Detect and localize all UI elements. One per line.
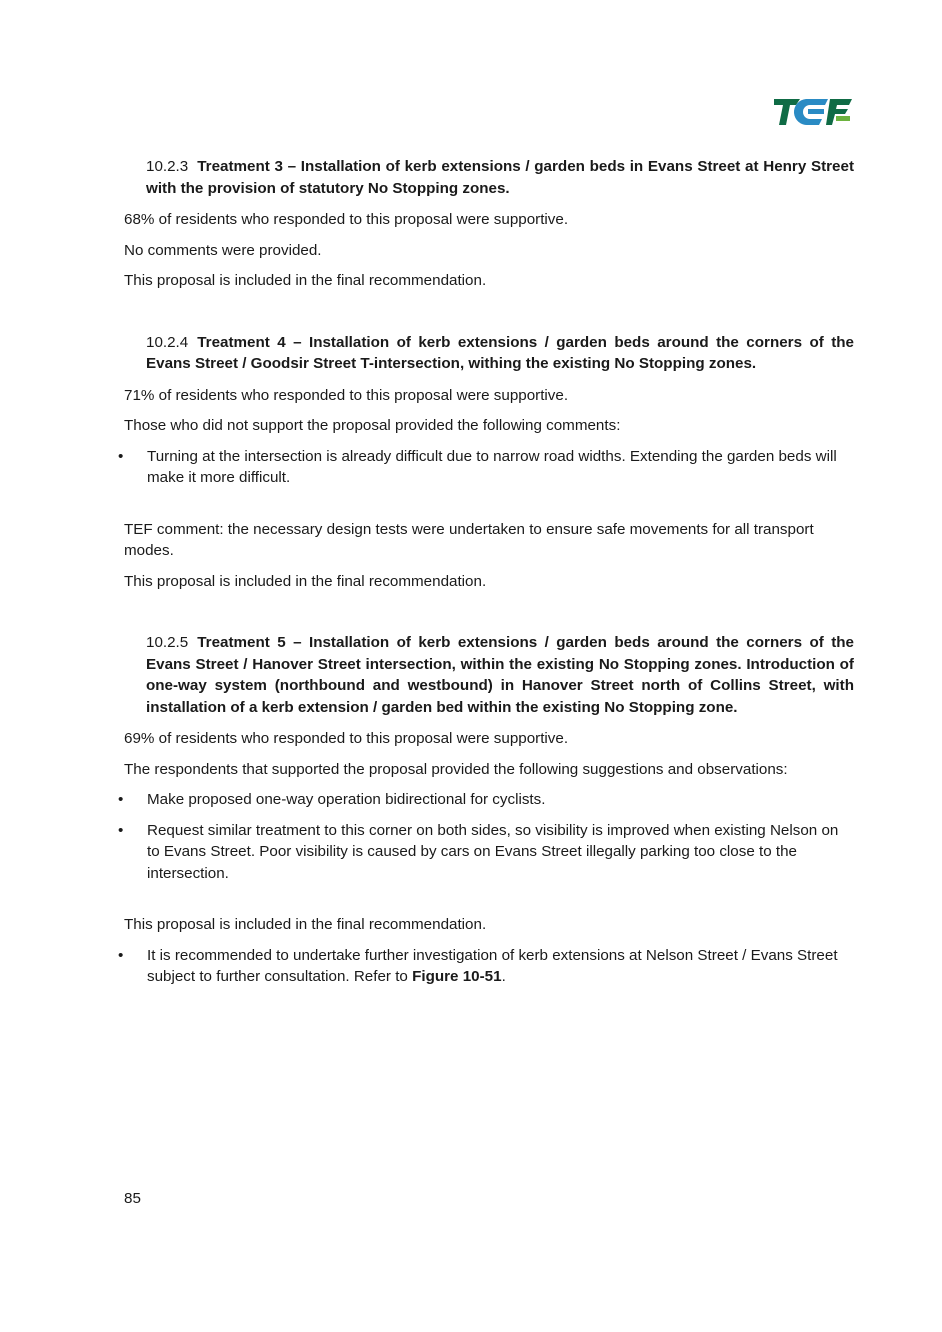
- section-title: Treatment 5 – Installation of kerb extensions / garden beds around the corners of the Evans Street / Hanover Street intersection, within the existing No Stopping zones. Introduction of one-way system (northbound and westbound) in Hanover Street north of Collins Street, with installation of a kerb extension / garden bed within the existing No Stopping zone.: [146, 634, 854, 716]
- list-item: • Turning at the intersection is already difficult due to narrow road widths. Extending the garden beds will make it more difficult.: [118, 447, 837, 486]
- paragraph: 68% of residents who responded to this proposal were supportive.: [124, 211, 569, 228]
- section-heading-10-2-3: [146, 156, 854, 199]
- section-title: Treatment 4 – Installation of kerb extensions / garden beds around the corners of the Evans Street / Goodsir Street T-intersection, withing the existing No Stopping zones.: [146, 333, 854, 372]
- paragraph: This proposal is included in the final recommendation.: [124, 272, 487, 289]
- paragraph: The respondents that supported the proposal provided the following suggestions and observations:: [124, 760, 788, 778]
- bullet-icon: •: [118, 821, 124, 839]
- paragraph: 71% of residents who responded to this proposal were supportive.: [124, 386, 569, 404]
- section-title: Treatment 3 – Installation of kerb extensions / garden beds in Evans Street at Henry Street with the provision of statutory No Stopping zones.: [146, 158, 854, 197]
- section-number: 10.2.3: [146, 158, 189, 175]
- paragraph: Those who did not support the proposal provided the following comments:: [124, 417, 621, 434]
- list-item: • Request similar treatment to this corner on both sides, so visibility is improved when existing Nelson on to Evans Street. Poor visibility is caused by cars on Evans Street illegally parking too close to the intersection.: [118, 821, 839, 882]
- section-number: 10.2.5: [146, 634, 189, 651]
- bullet-list: [118, 945, 854, 988]
- bullet-icon: •: [118, 447, 124, 465]
- bullet-icon: •: [118, 791, 124, 808]
- list-item: • It is recommended to undertake further investigation of kerb extensions at Nelson Street / Evans Street subject to further consultation. Refer to Figure 10-51.: [118, 946, 838, 985]
- paragraph: 69% of residents who responded to this proposal were supportive.: [124, 730, 569, 747]
- section-heading-10-2-4: [146, 332, 854, 375]
- section-number: 10.2.4: [146, 333, 189, 351]
- tef-logo: [772, 97, 854, 127]
- paragraph: This proposal is included in the final recommendation.: [124, 572, 487, 590]
- bullet-icon: •: [118, 946, 124, 964]
- bullet-list: [118, 446, 854, 489]
- section-heading-10-2-5: [146, 632, 854, 718]
- document-body: [118, 156, 854, 997]
- figure-reference[interactable]: Figure 10-51: [412, 968, 502, 985]
- paragraph: No comments were provided.: [124, 241, 322, 259]
- paragraph: This proposal is included in the final recommendation.: [124, 916, 487, 933]
- bullet-list: [118, 789, 854, 884]
- page-number: 85: [124, 1190, 141, 1207]
- paragraph: TEF comment: the necessary design tests were undertaken to ensure safe movements for all transport modes.: [124, 520, 814, 559]
- list-item: • Make proposed one-way operation bidirectional for cyclists.: [124, 789, 854, 811]
